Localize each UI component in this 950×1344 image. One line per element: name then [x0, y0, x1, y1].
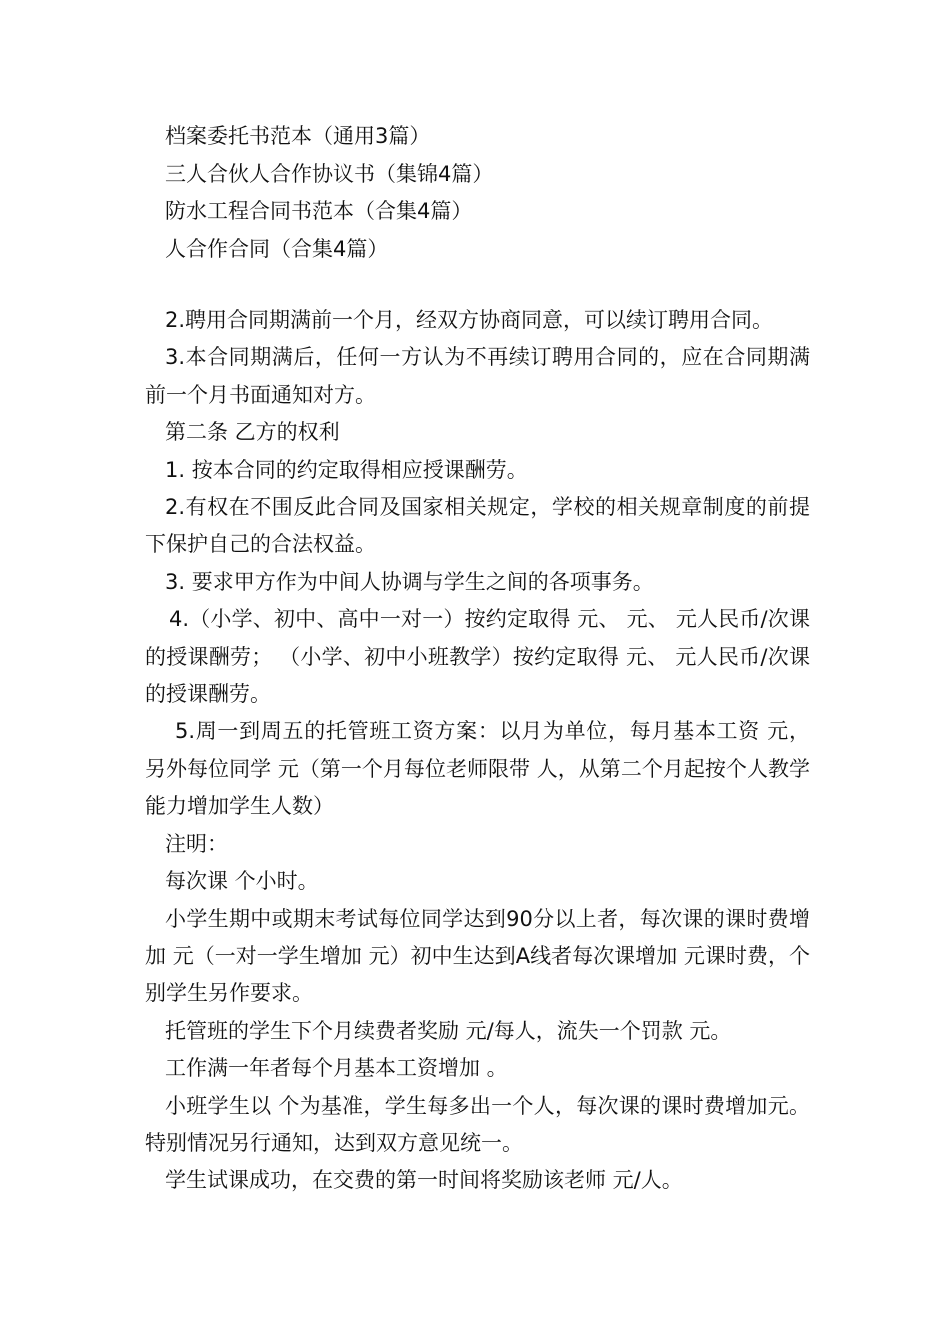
related-document-link[interactable]: 防水工程合同书范本（合集4篇） [165, 199, 473, 223]
note-heading: 注明： [165, 831, 228, 856]
related-documents-list [165, 118, 493, 268]
paragraph: 工作满一年者每个月基本工资增加 。 [165, 1056, 508, 1081]
paragraph: 3. 要求甲方作为中间人协调与学生之间的各项事务。 [165, 569, 654, 594]
paragraph: 3.本合同期满后，任何一方认为不再续订聘用合同的，应在合同期满前一个月书面通知对方。 [145, 345, 810, 407]
paragraph: 托管班的学生下个月续费者奖励 元/每人，流失一个罚款 元。 [165, 1018, 732, 1043]
paragraph: 2.聘用合同期满前一个月，经双方协商同意，可以续订聘用合同。 [165, 308, 774, 332]
paragraph: 每次课 个小时。 [165, 869, 319, 894]
related-document-link[interactable]: 三人合伙人合作协议书（集锦4篇） [165, 161, 494, 186]
paragraph: 小班学生以 个为基准，学生每多出一个人，每次课的课时费增加元。特别情况另行通知，达到双方意见统一。 [145, 1093, 810, 1155]
related-document-link[interactable]: 人合作合同（合集4篇） [165, 236, 389, 261]
related-document-link[interactable]: 档案委托书范本（通用3篇） [165, 124, 431, 148]
paragraph: 学生试课成功，在交费的第一时间将奖励该老师 元/人。 [165, 1168, 683, 1193]
paragraph: 5.周一到周五的托管班工资方案：以月为单位，每月基本工资 元，另外每位同学 元（第一个月每位老师限带 人，从第二个月起按个人教学能力增加学生人数） [145, 719, 810, 819]
contract-body [145, 302, 810, 1200]
paragraph: 2.有权在不围反此合同及国家相关规定，学校的相关规章制度的前提下保护自己的合法权益。 [145, 495, 810, 557]
paragraph: 4.（小学、初中、高中一对一）按约定取得 元、 元、 元人民币/次课的授课酬劳； （小学、初中小班教学）按约定取得 元、 元人民币/次课的授课酬劳。 [145, 607, 810, 707]
paragraph: 1. 按本合同的约定取得相应授课酬劳。 [165, 457, 528, 482]
paragraph: 小学生期中或期末考试每位同学达到90分以上者，每次课的课时费增加 元（一对一学生增加 元）初中生达到A线者每次课增加 元课时费，个别学生另作要求。 [145, 906, 810, 1006]
section-heading: 第二条 乙方的权利 [165, 420, 340, 445]
